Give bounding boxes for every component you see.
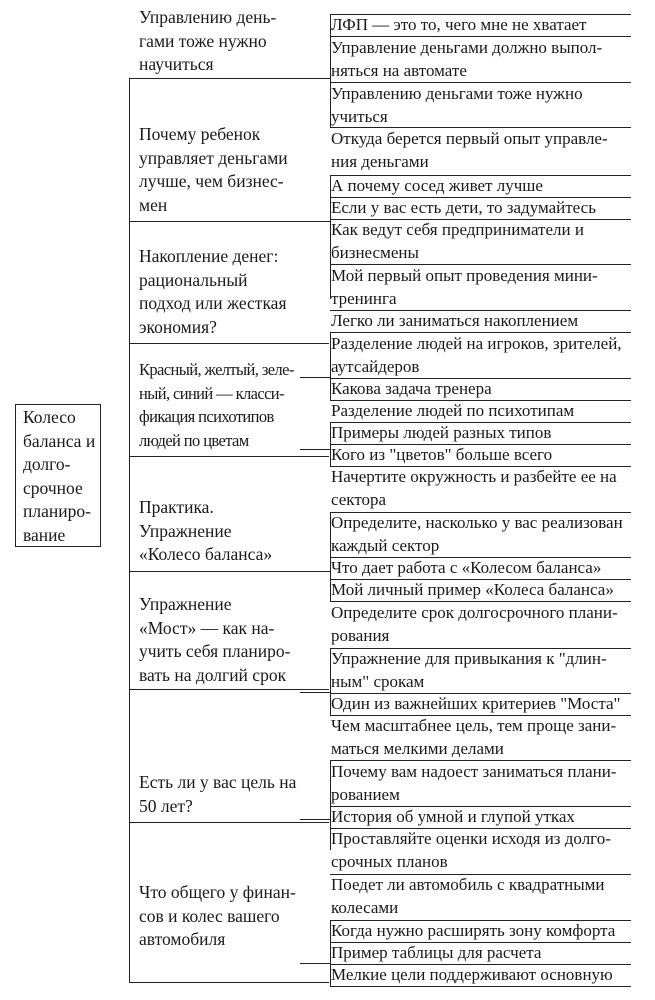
connector-line xyxy=(300,377,331,378)
leaf-line: Разделение людей по психотипам xyxy=(331,401,575,420)
root-node xyxy=(15,404,101,547)
connector-line xyxy=(300,963,331,964)
section-divider xyxy=(129,456,329,457)
leaf-line: Управлению деньгами тоже нужно xyxy=(331,84,583,103)
section-divider xyxy=(129,343,329,344)
section-title-line: Практика. xyxy=(139,497,214,517)
leaf-line: Мой первый опыт проведения мини- xyxy=(331,266,598,285)
leaf-line: Определите срок долгосрочного плани- xyxy=(331,603,618,622)
section-title-line: Упражнение xyxy=(139,594,232,614)
connector-line xyxy=(300,221,331,222)
leaf-item xyxy=(331,579,631,602)
section-divider xyxy=(129,689,329,690)
leaf-item xyxy=(331,83,631,128)
section-title-line: лучше, чем бизнес- xyxy=(139,171,284,191)
leaf-line: ЛФП — это то, чего мне не хватает xyxy=(331,15,587,34)
leaf-line: колесами xyxy=(331,897,399,917)
leaf-line: ным" срокам xyxy=(331,671,425,691)
leaf-item xyxy=(331,14,631,37)
leaf-item xyxy=(331,874,631,919)
section-title-line: ный, синий — класси- xyxy=(139,383,284,403)
section-title xyxy=(139,771,324,818)
leaf-item xyxy=(331,444,631,467)
leaf-line: аутсайдеров xyxy=(331,356,420,376)
leaf-item xyxy=(331,310,631,333)
root-label-line: вание xyxy=(23,524,66,545)
section-title xyxy=(139,881,324,952)
leaf-line: Если у вас есть дети, то задумайтесь xyxy=(331,198,596,217)
leaf-item xyxy=(331,175,631,198)
leaf-item xyxy=(331,219,631,264)
leaf-item xyxy=(331,761,631,806)
connector-line xyxy=(300,449,331,450)
section-title-line: Накопление денег: xyxy=(139,246,279,266)
section-title-line: сов и колес вашего xyxy=(139,905,280,926)
section-title-line: «Мост» — как на- xyxy=(139,617,275,638)
section-title-line: экономия? xyxy=(139,316,217,337)
root-label-line: баланса и xyxy=(23,430,96,451)
root-label-line: планиро- xyxy=(23,501,91,521)
section-title-line: управляет деньгами xyxy=(139,147,288,168)
leaf-item xyxy=(331,648,631,693)
leaf-item xyxy=(331,128,631,173)
leaf-line: Управление деньгами должно выпол- xyxy=(331,38,603,57)
section-title-line: людей по цветам xyxy=(139,430,249,450)
section-title-line: гами тоже нужно xyxy=(139,30,267,51)
leaf-item xyxy=(331,693,631,716)
leaf-item xyxy=(331,557,631,580)
leaf-line: А почему сосед живет лучше xyxy=(331,176,543,195)
leaf-item xyxy=(331,512,631,557)
leaf-item xyxy=(331,422,631,445)
connector-line xyxy=(300,819,331,820)
section-title-line: Что общего у финан- xyxy=(139,882,296,902)
section-title-line: «Колесо баланса» xyxy=(139,544,273,564)
leaf-line: Мелкие цели поддерживают основную xyxy=(331,965,613,984)
section-title-line: рациональный xyxy=(139,269,248,290)
leaf-item xyxy=(331,942,631,965)
leaf-line: Легко ли заниматься накоплением xyxy=(331,311,579,330)
section-title xyxy=(139,358,324,452)
leaf-line: Какова задача тренера xyxy=(331,379,492,398)
section-title-line: 50 лет? xyxy=(139,795,193,816)
section-title-line: научиться xyxy=(139,54,214,74)
leaf-item xyxy=(331,964,631,987)
leaf-line: Когда нужно расширять зону комфорта xyxy=(331,921,616,940)
leaf-line: Начертите окружность и разбейте ее на xyxy=(331,467,617,486)
leaf-item xyxy=(331,265,631,310)
section-title-line: автомобиля xyxy=(139,929,226,949)
leaf-line: Мой личный пример «Колеса баланса» xyxy=(331,580,614,599)
leaf-line: Пример таблицы для расчета xyxy=(331,943,542,962)
leaf-item xyxy=(331,378,631,401)
connector-line xyxy=(300,571,331,572)
root-label-line: долго- xyxy=(23,454,71,474)
leaf-line: Один из важнейших критериев "Моста" xyxy=(331,694,621,713)
section-title-line: Есть ли у вас цель на xyxy=(139,772,297,792)
leaf-line: Упражнение для привыкания к "длин- xyxy=(331,649,607,668)
leaf-line: бизнесмены xyxy=(331,242,419,262)
leaf-line: Кого из "цветов" больше всего xyxy=(331,445,553,464)
section-title xyxy=(139,123,324,217)
section-title xyxy=(139,496,324,567)
section-title-line: Упражнение xyxy=(139,520,232,541)
section-title-line: мен xyxy=(139,194,168,215)
leaf-item xyxy=(331,197,631,220)
leaf-line: ния деньгами xyxy=(331,151,429,171)
leaf-item xyxy=(331,400,631,423)
leaf-line: Откуда берется первый опыт управле- xyxy=(331,129,608,148)
leaf-line: История об умной и глупой утках xyxy=(331,807,575,826)
leaf-line: Как ведут себя предприниматели и xyxy=(331,220,584,239)
section-title xyxy=(139,245,324,339)
leaf-line: Примеры людей разных типов xyxy=(331,423,552,442)
leaf-line: тренинга xyxy=(331,288,397,308)
leaf-item xyxy=(331,806,631,829)
leaf-line: Что дает работа с «Колесом баланса» xyxy=(331,558,602,577)
leaf-line: сектора xyxy=(331,489,387,509)
leaf-line: Чем масштабнее цель, тем проще зани- xyxy=(331,716,617,735)
section-title-line: подход или жесткая xyxy=(139,293,287,313)
connector-line xyxy=(300,692,331,693)
leaf-line: Поедет ли автомобиль с квадратными xyxy=(331,875,605,894)
section-title-line: фикация психотипов xyxy=(139,407,274,426)
section-divider xyxy=(129,822,329,823)
connector-line xyxy=(300,78,331,79)
leaf-line: Проставляйте оценки исходя из долго- xyxy=(331,829,611,848)
leaf-item xyxy=(331,828,631,873)
leaf-item xyxy=(331,466,631,511)
leaf-line: срочных планов xyxy=(331,851,448,871)
section-title-line: Красный, желтый, зеле- xyxy=(139,360,294,379)
leaf-line: учиться xyxy=(331,106,388,126)
leaf-item xyxy=(331,602,631,647)
section-divider xyxy=(129,221,329,222)
section-title-line: Управлению день- xyxy=(139,7,277,27)
section-title xyxy=(139,593,324,687)
section-divider xyxy=(129,571,329,572)
leaf-item xyxy=(331,920,631,943)
root-label-line: срочное xyxy=(23,477,83,498)
leaf-line: Почему вам надоест заниматься плани- xyxy=(331,762,617,781)
leaf-line: Разделение людей на игроков, зрителей, xyxy=(331,334,622,353)
leaf-line: рования xyxy=(331,625,390,645)
leaf-line: няться на автомате xyxy=(331,60,467,80)
section-title xyxy=(139,6,324,77)
leaf-line: маться мелкими делами xyxy=(331,738,504,758)
leaf-line: каждый сектор xyxy=(331,535,440,555)
section-title-line: Почему ребенок xyxy=(139,124,261,144)
leaf-line: Определите, насколько у вас реализован xyxy=(331,513,623,532)
section-title-line: учить себя планиро- xyxy=(139,641,291,661)
root-label-line: Колесо xyxy=(23,407,76,427)
section-title-line: вать на долгий срок xyxy=(139,664,287,685)
leaf-line: рованием xyxy=(331,784,400,804)
leaf-item xyxy=(331,37,631,82)
leaf-item xyxy=(331,333,631,378)
leaf-item xyxy=(331,715,631,760)
